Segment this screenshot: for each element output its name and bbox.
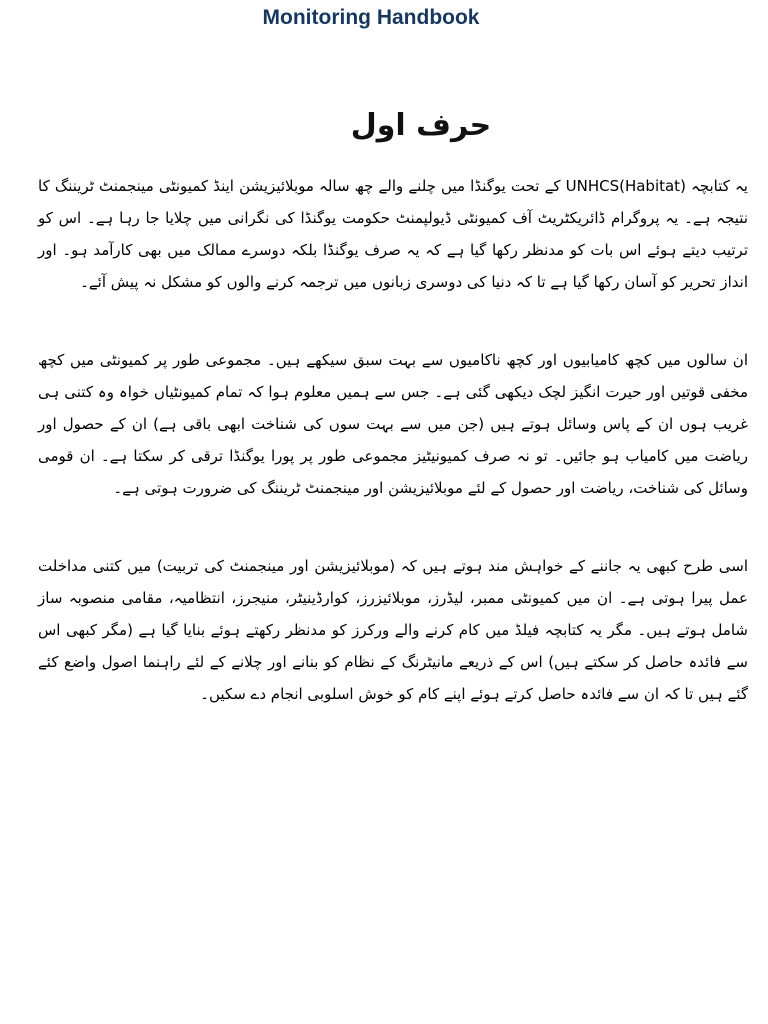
paragraph-3: اسی طرح کبھی یہ جاننے کے خواہش مند ہوتے ہیں کہ (موبلائیزیشن اور مینجمنٹ کی تربیت) میں کتنی مداخلت عمل پیرا ہوتی ہے۔ ان میں کمیونٹی ممبر، لیڈرز، موبلائیزرز، کوارڈینیٹر، منیجرز، انتظامیہ، مقامی منصوبہ ساز شامل ہوتے ہیں۔ مگر یہ کتابچہ فیلڈ میں کام کرنے والے ورکرز کو مدنظر رکھتے ہوئے بنایا گیا ہے (مگر کبھی اس سے فائدہ حاصل کر سکتے ہیں) اس کے ذریعے مانیٹرنگ کے نظام کو بنانے اور چلانے کے لئے راہنما اصول واضع کئے گئے ہیں تا کہ ان سے فائدہ حاصل کرتے ہوئے اپنے کام کو خوش اسلوبی انجام دے سکیں۔ bbox=[38, 557, 748, 703]
paragraph-2: ان سالوں میں کچھ کامیابیوں اور کچھ ناکامیوں سے بہت سبق سیکھے ہیں۔ مجموعی طور پر کمیونٹی میں کچھ مخفی قوتیں اور حیرت انگیز لچک دیکھی گئی ہے۔ جس سے ہمیں معلوم ہوا کہ تمام کمیونٹیاں خواہ وہ کتنی ہی غریب ہوں ان کے پاس وسائل ہوتے ہیں (جن میں سے بہت سوں کی شناخت ابھی باقی ہے) ان کے حصول اور ریاضت میں کامیاب ہو جائیں۔ تو نہ صرف کمیونیٹیز مجموعی طور پر پورا یوگنڈا ترقی کر سکتا ہے۔ ان قومی وسائل کی شناخت، ریاضت اور حصول کے لئے موبلائیزیشن اور مینجمنٹ ٹریننگ کی ضرورت ہوتی ہے۔ bbox=[38, 351, 748, 497]
handbook-header-title: Monitoring Handbook bbox=[262, 6, 480, 29]
page-heading: حرف اول bbox=[350, 108, 492, 143]
paragraph-1: یہ کتابچہ UNHCS(Habitat) کے تحت یوگنڈا میں چلنے والے چھ سالہ موبلائیزیشن اینڈ کمیونٹی مینجمنٹ ٹریننگ کا نتیجہ ہے۔ یہ پروگرام ڈائریکٹریٹ آف کمیونٹی ڈیولپمنٹ حکومت یوگنڈا کی نگرانی میں چلایا جا رہا ہے۔ اس کو ترتیب دیتے ہوئے اس بات کو مدنظر رکھا گیا ہے کہ یہ صرف یوگنڈا بلکہ دوسرے ممالک میں بھی کارآمد ہو۔ اور انداز تحریر کو آسان رکھا گیا ہے تا کہ دنیا کی دوسری زبانوں میں ترجمہ کرنے والوں کو مشکل نہ پیش آئے۔ bbox=[38, 177, 748, 291]
foreword-body bbox=[38, 170, 748, 710]
